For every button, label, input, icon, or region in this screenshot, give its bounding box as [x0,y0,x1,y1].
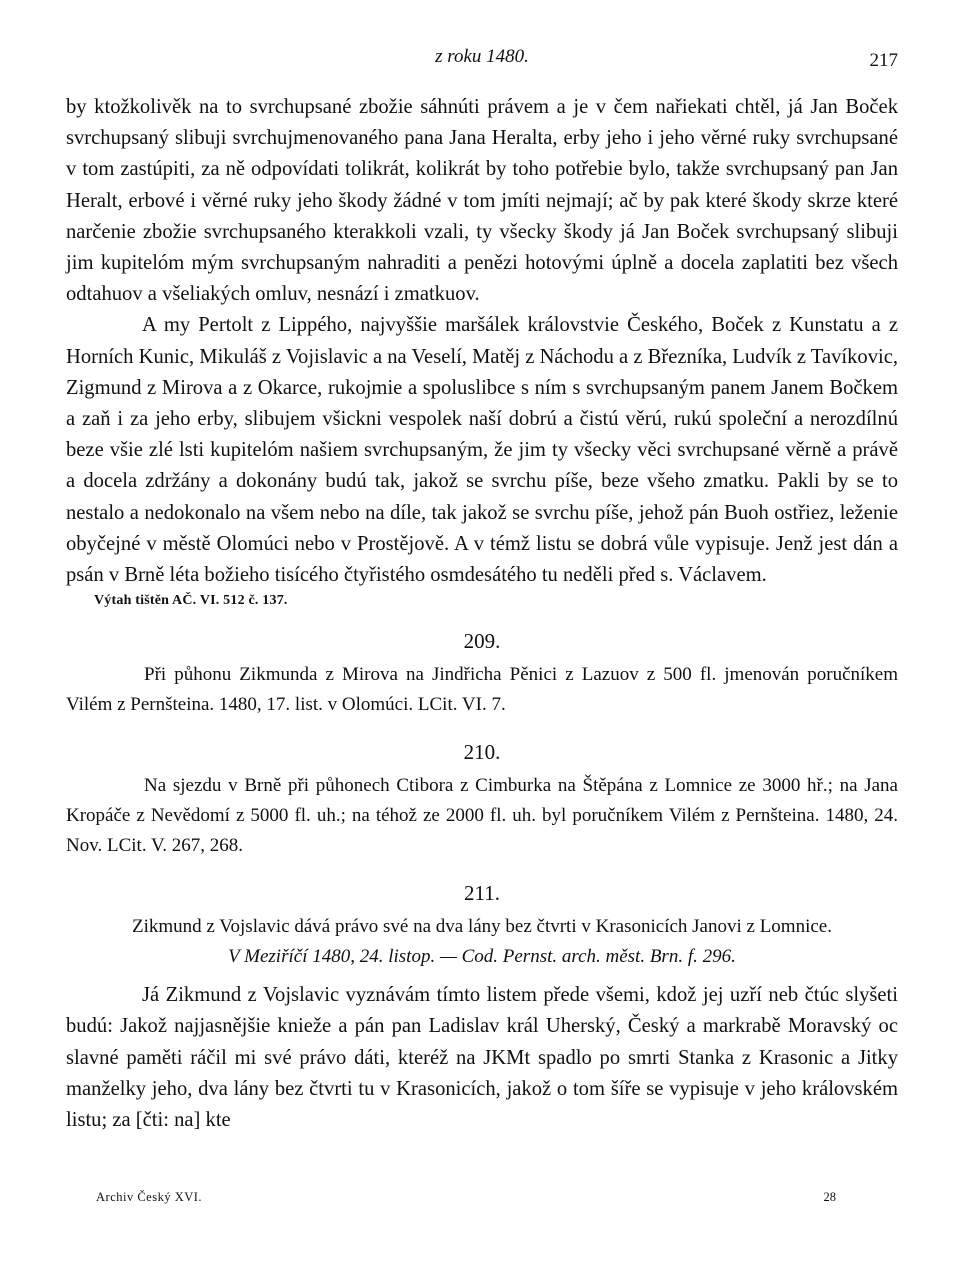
entry-regest: Zikmund z Vojslavic dává právo své na dva lány bez čtvrti v Krasonicích Janovi z Lomnice. [132,916,832,938]
continuation-paragraph-2: A my Pertolt z Lippého, najvyššie maršálek královstvie Českého, Boček z Kunstatu a z Horních Kunic, Mikuláš z Vojislavic a na Veselí, Matěj z Náchodu a z Březníka, Ludvík z Tavíkovic, Zigmund z Mirova a z Okarce, rukojmie a spoluslibce s ním s svrchupsaným panem Janem Bočkem a zaň i za jeho erby, slibujem všickni vespolek naší dobrú a čistú věrú, rukú společní a nerozdílnú beze všie zlé lsti kupitelóm našiem svrchupsaným, že jim ty všecky věci svrchupsané věrně a právě a docela zdržány a dokonány budú tak, jakož se svrchu píše, beze všeho zmatku. Pakli by se to nestalo a nedokonalo na všem nebo na díle, tak jakož se svrchu píše, jehož pán Buoh ostřiez, leženie obyčejné v městě Olomúci nebo v Prostějově. A v témž listu se dobrá vůle vypisuje. Jenž jest dán a psán v Brně léta božieho tisícého čtyřistého osmdesátého tu neděli před s. Václavem. [66,314,899,587]
entry-number: 211. [464,881,500,906]
entry-number: 210. [463,740,501,765]
document-page [66,40,898,1136]
source-note: Výtah tištěn AČ. VI. 512 č. 137. [94,593,288,609]
page-number: 217 [869,50,898,71]
running-title: z roku 1480. [435,46,529,67]
entry-dating: V Meziříčí 1480, 24. listop. — Cod. Pernst. arch. měst. Brn. f. 296. [228,946,736,968]
entry-regest: Na sjezdu v Brně při půhonech Ctibora z Cimburka na Štěpána z Lomnice ze 3000 hř.; na Jana Kropáče z Nevědomí z 5000 fl. uh.; na téhož ze 2000 fl. uh. byl poručníkem Vilém z Pernšteina. 1480, 24. Nov. LCit. V. 267, 268. [66,775,898,857]
entry-number: 209. [463,629,501,654]
sheet-number: 28 [823,1190,836,1204]
signature-mark: Archiv Český XVI. [96,1190,203,1204]
entry-text: Já Zikmund z Vojslavic vyznávám tímto listem přede všemi, kdož jej uzří neb čtúc slyšeti budú: Jakož najjasnějšie knieže a pán pan Ladislav král Uherský, Český a markrabě Moravský oc slavné paměti ráčil mi své právo dáti, kteréž na JKMt spadlo po smrti Stanka z Krasonic a Jitky manželky jeho, dva lány bez čtvrti tu v Krasonicích, jakož o tom šíře se vypisuje v jeho královském listu; za [čti: na] kte [66,984,898,1132]
entry-regest: Při půhonu Zikmunda z Mirova na Jindřicha Pěnici z Lazuov z 500 fl. jmenován poručníkem Vilém z Pernšteina. 1480, 17. list. v Olomúci. LCit. VI. 7. [66,664,898,716]
continuation-paragraph-1: by ktožkolivěk na to svrchupsané zbožie sáhnúti právem a je v čem nařiekati chtěl, já Jan Boček svrchupsaný slibuji svrchujmenovaného pana Jana Heralta, erby jeho i jeho věrné ruky svrchupsané v tom zastúpiti, za ně odpovídati tolikrát, kolikrát by toho potřebie bylo, takže svrchupsaný pan Jan Heralt, erbové i věrné ruky jeho škody žádné v tom jmíti nejmají; ač by pak které škody skrze které narčenie zbožie svrchupsaného kterakkoli vzali, ty všecky škody já Jan Boček svrchupsaný slibuji jim kupitelóm mým svrchupsaným nahraditi a penězi hotovými úplně a docela zaplatiti bez všech odtahuov a všeliakých omluv, nesnází i zmatkuov. [66,96,898,306]
page-header [66,40,898,76]
